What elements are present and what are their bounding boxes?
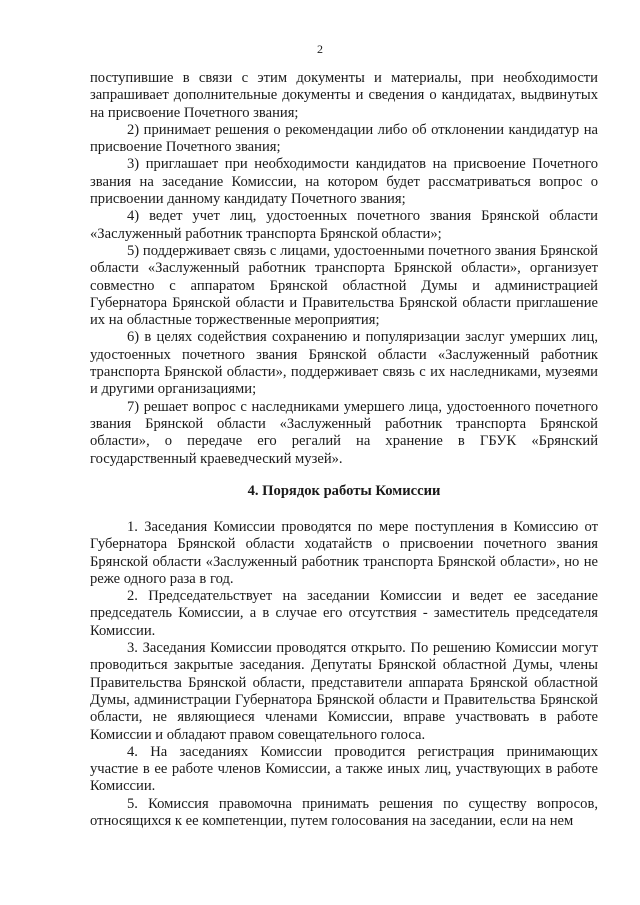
commission-functions-list xyxy=(90,70,598,468)
list-item: 2. Председательствует на заседании Комиссии и ведет ее заседание председатель Комиссии, а в случае его отсутствия - заместитель председателя Комиссии. xyxy=(90,588,598,639)
list-item: 2) принимает решения о рекомендации либо об отклонении кандидатур на присвоение Почетного звания; xyxy=(90,121,598,156)
commission-procedure-list xyxy=(90,519,598,830)
list-item: 4) ведет учет лиц, удостоенных почетного звания Брянской области «Заслуженный работник транспорта Брянской области»; xyxy=(90,208,598,242)
page-number: 2 xyxy=(317,42,323,56)
list-item: 3) приглашает при необходимости кандидатов на присвоение Почетного звания на заседание Комиссии, на котором будет рассматриваться вопрос о присвоении данному кандидату Почетного звания; xyxy=(90,156,598,208)
list-item: 7) решает вопрос с наследниками умершего лица, удостоенного почетного звания Брянской области «Заслуженный работник транспорта Брянской области», о передаче его регалий на хранение в ГБУК «Брянский государственный краеведческий музей». xyxy=(90,398,598,467)
list-item: 5) поддерживает связь с лицами, удостоенными почетного звания Брянской области «Заслуженный работник транспорта Брянской области», организует совместно с аппаратом Брянской областной Думы и администрацией Губернатора Брянской области и Правительства Брянской области приглашение их на областные торжественные мероприятия; xyxy=(90,242,598,329)
list-item: 1. Заседания Комиссии проводятся по мере поступления в Комиссию от Губернатора Брянской области ходатайств о присвоении почетного звания Брянской области «Заслуженный работник транспорта Брянской области», но не реже одного раза в год. xyxy=(90,519,598,587)
paragraph-continuation: поступившие в связи с этим документы и материалы, при необходимости запрашивает дополнительные документы и сведения о кандидатах, выдвинутых на присвоение Почетного звания; xyxy=(90,70,598,121)
list-item: 4. На заседаниях Комиссии проводится регистрация принимающих участие в ее работе членов Комиссии, а также иных лиц, участвующих в работе Комиссии. xyxy=(90,743,598,795)
section-heading: 4. Порядок работы Комиссии xyxy=(247,483,441,499)
list-item: 6) в целях содействия сохранению и популяризации заслуг умерших лиц, удостоенных почетного звания Брянской области «Заслуженный работник транспорта Брянской области», поддерживает связь с их наследниками, музеями и другими организациями; xyxy=(90,329,598,398)
list-item: 5. Комиссия правомочна принимать решения по существу вопросов, относящихся к ее компетенции, путем голосования на заседании, если на нем xyxy=(90,795,598,830)
list-item: 3. Заседания Комиссии проводятся открыто. По решению Комиссии могут проводиться закрытые заседания. Депутаты Брянской областной Думы, члены Правительства Брянской области, представители аппарата Брянской областной Думы, администрации Губернатора Брянской области и Правительства Брянской области, не являющиеся членами Комиссии, вправе участвовать в работе Комиссии и обладают правом совещательного голоса. xyxy=(90,640,598,743)
